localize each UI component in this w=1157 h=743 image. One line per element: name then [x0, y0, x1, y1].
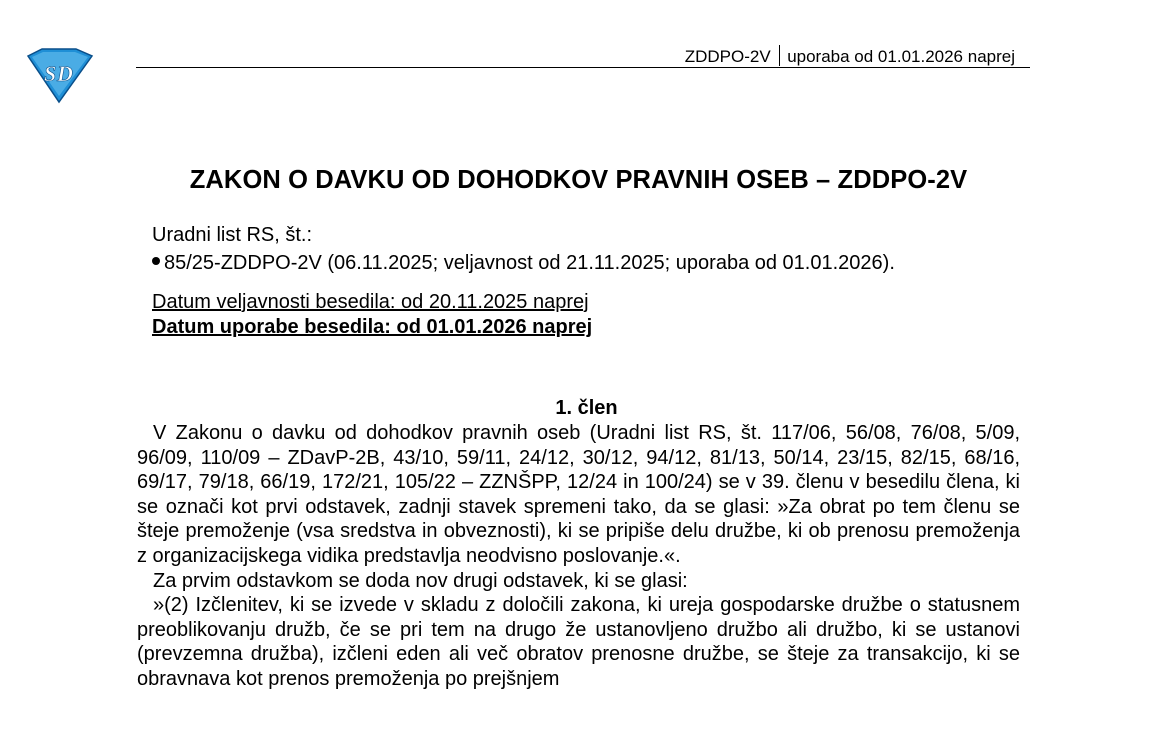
validity-date: Datum veljavnosti besedila: od 20.11.2025 naprej — [152, 291, 589, 313]
article-body — [137, 421, 1020, 692]
document-title: ZAKON O DAVKU OD DOHODKOV PRAVNIH OSEB – ZDDPO-2V — [189, 166, 968, 194]
svg-text:D: D — [57, 61, 73, 86]
article-paragraph: Za prvim odstavkom se doda nov drugi odstavek, ki se glasi: — [153, 569, 688, 592]
header-law-code: ZDDPO-2V — [684, 47, 771, 66]
header-application-note: uporaba od 01.01.2026 naprej — [787, 47, 1015, 66]
article-paragraph: »(2) Izčlenitev, ki se izvede v skladu z določili zakona, ki ureja gospodarske družbe o statusnem preoblikovanju družb, če se pri tem na drugo že ustanovljeno družbo ali družbo, ki se ustanovi (prevzemna družba), izčleni eden ali več obratov prenosne družbe, se šteje za transakcijo, ki se obravnava kot prenos premoženja po prejšnjem — [137, 594, 1020, 690]
header-separator — [779, 45, 781, 66]
gazette-label: Uradni list RS, št.: — [152, 224, 313, 246]
gazette-entry-text: 85/25-ZDDPO-2V (06.11.2025; veljavnost od 21.11.2025; uporaba od 01.01.2026). — [164, 252, 895, 274]
article-heading: 1. člen — [555, 397, 618, 419]
application-date: Datum uporabe besedila: od 01.01.2026 naprej — [152, 316, 593, 338]
svg-text:S: S — [44, 61, 57, 86]
bullet-icon — [152, 257, 160, 265]
running-header — [685, 45, 1015, 67]
header-rule — [136, 67, 1030, 68]
publisher-logo — [22, 48, 96, 104]
gazette-entry — [152, 252, 895, 275]
article-paragraph: V Zakonu o davku od dohodkov pravnih oseb (Uradni list RS, št. 117/06, 56/08, 76/08, 5/09, 96/09, 110/09 – ZDavP-2B, 43/10, 59/11, 24/12, 30/12, 94/12, 81/13, 50/14, 23/15, 82/15, 68/16, 69/17, 79/18, 66/19, 172/21, 105/22 – ZZNŠPP, 12/24 in 100/24) se v 39. členu v besedilu člena, ki se označi kot prvi odstavek, zadnji stavek spremeni tako, da se glasi: »Za obrat po tem členu se šteje premoženje (vsa sredstva in obveznosti), ki se pripiše delu družbe, ki ob prenosu premoženja z organizacijskega vidika predstavlja neodvisno poslovanje.«. — [137, 422, 1020, 567]
